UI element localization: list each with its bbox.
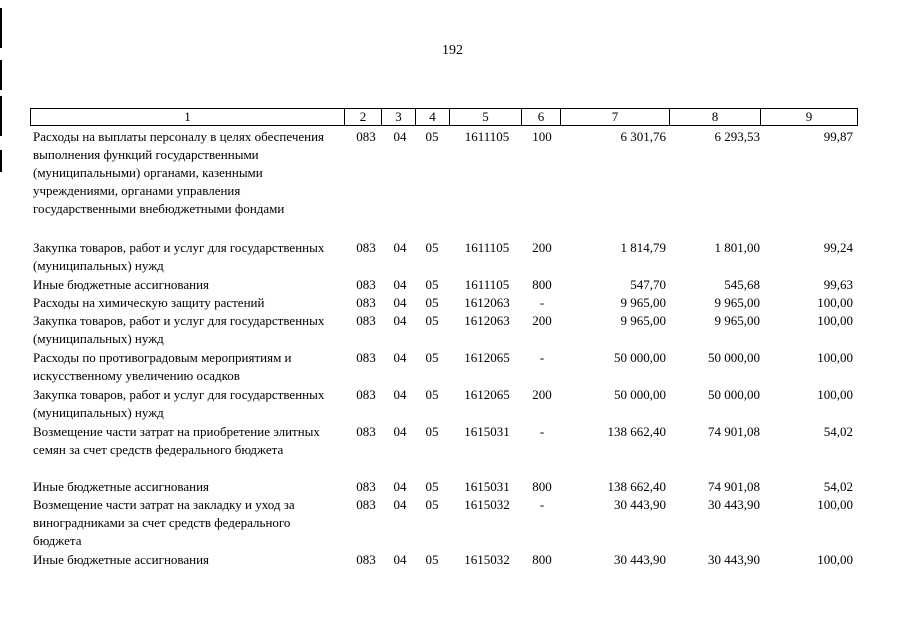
row-subsection: 05 [425,350,439,365]
row-name: Расходы на химическую защиту растений [33,295,265,310]
row-percent: 100,00 [817,497,853,512]
row-admin: 083 [356,387,376,402]
row-subsection: 05 [425,479,439,494]
row-section: 04 [393,350,407,365]
row-subsection: 05 [425,295,439,310]
row-name: Закупка товаров, работ и услуг для государственных (муниципальных) нужд [33,240,325,273]
row-expense-type: - [539,497,545,512]
row-target-item: 1612065 [464,350,510,365]
row-expense-type: - [539,350,545,365]
page-margin-mark [0,150,2,172]
row-subsection: 05 [425,497,439,512]
row-admin: 083 [356,497,376,512]
row-target-item: 1612063 [464,295,510,310]
row-fact: 6 293,53 [714,129,760,144]
row-target-item: 1615032 [464,497,510,512]
row-percent: 100,00 [817,387,853,402]
row-name: Иные бюджетные ассигнования [33,277,210,292]
row-name: Иные бюджетные ассигнования [33,479,210,494]
row-subsection: 05 [425,552,439,567]
row-section: 04 [393,479,407,494]
row-plan: 6 301,76 [620,129,666,144]
header-col-7: 7 [560,108,670,126]
row-section: 04 [393,424,407,439]
row-name: Закупка товаров, работ и услуг для государственных (муниципальных) нужд [33,387,325,420]
row-subsection: 05 [425,313,439,328]
row-section: 04 [393,387,407,402]
row-admin: 083 [356,424,376,439]
row-percent: 100,00 [817,313,853,328]
row-admin: 083 [356,552,376,567]
row-name: Возмещение части затрат на закладку и уход за виноградниками за счет средств федерального бюджета [33,497,295,548]
row-section: 04 [393,497,407,512]
row-subsection: 05 [425,129,439,144]
row-subsection: 05 [425,277,439,292]
page-margin-mark [0,60,2,90]
row-target-item: 1615031 [464,479,510,494]
row-subsection: 05 [425,387,439,402]
header-col-2: 2 [344,108,382,126]
row-expense-type: 200 [532,387,552,402]
row-target-item: 1612065 [464,387,510,402]
row-target-item: 1612063 [464,313,510,328]
row-name: Расходы на выплаты персоналу в целях обеспечения выполнения функций государственными (муниципальными) органами, казенными учреждениями, органами управления государственными внебюджетными фондами [33,129,325,216]
row-expense-type: 200 [532,313,552,328]
row-plan: 30 443,90 [614,552,666,567]
row-admin: 083 [356,350,376,365]
row-fact: 9 965,00 [714,295,760,310]
row-plan: 50 000,00 [614,350,666,365]
row-plan: 9 965,00 [620,295,666,310]
row-expense-type: 800 [532,552,552,567]
row-name: Возмещение части затрат на приобретение элитных семян за счет средств федерального бюджета [33,424,320,457]
header-col-5: 5 [449,108,522,126]
row-target-item: 1611105 [464,277,510,292]
row-target-item: 1615031 [464,424,510,439]
page-margin-mark [0,96,2,136]
row-admin: 083 [356,277,376,292]
header-col-9: 9 [760,108,858,126]
row-subsection: 05 [425,424,439,439]
row-plan: 138 662,40 [607,479,666,494]
row-name: Расходы по противоградовым мероприятиям и искусственному увеличению осадков [33,350,292,383]
row-section: 04 [393,240,407,255]
row-name: Закупка товаров, работ и услуг для государственных (муниципальных) нужд [33,313,325,346]
row-fact: 50 000,00 [708,387,760,402]
header-col-3: 3 [381,108,416,126]
row-admin: 083 [356,313,376,328]
row-expense-type: - [539,424,545,439]
row-percent: 99,87 [823,129,853,144]
row-section: 04 [393,277,407,292]
row-fact: 74 901,08 [708,424,760,439]
row-admin: 083 [356,295,376,310]
row-percent: 100,00 [817,350,853,365]
row-plan: 9 965,00 [620,313,666,328]
row-plan: 138 662,40 [607,424,666,439]
row-plan: 30 443,90 [614,497,666,512]
row-admin: 083 [356,240,376,255]
row-admin: 083 [356,129,376,144]
row-plan: 547,70 [630,277,666,292]
page-number: 192 [442,43,463,58]
row-expense-type: 800 [532,277,552,292]
row-fact: 74 901,08 [708,479,760,494]
row-fact: 9 965,00 [714,313,760,328]
row-admin: 083 [356,479,376,494]
row-expense-type: 200 [532,240,552,255]
row-subsection: 05 [425,240,439,255]
row-expense-type: - [539,295,545,310]
header-col-8: 8 [669,108,761,126]
row-fact: 50 000,00 [708,350,760,365]
row-fact: 1 801,00 [714,240,760,255]
row-fact: 30 443,90 [708,552,760,567]
row-target-item: 1611105 [464,129,510,144]
row-percent: 100,00 [817,552,853,567]
row-fact: 545,68 [724,277,760,292]
row-expense-type: 800 [532,479,552,494]
row-percent: 99,24 [823,240,853,255]
header-col-1: 1 [30,108,345,126]
row-plan: 1 814,79 [620,240,666,255]
row-percent: 54,02 [823,479,853,494]
row-section: 04 [393,129,407,144]
row-expense-type: 100 [532,129,552,144]
row-section: 04 [393,552,407,567]
header-col-6: 6 [521,108,561,126]
row-percent: 54,02 [823,424,853,439]
row-name: Иные бюджетные ассигнования [33,552,210,567]
row-percent: 100,00 [817,295,853,310]
row-section: 04 [393,313,407,328]
header-col-4: 4 [415,108,450,126]
page-margin-mark [0,8,2,48]
row-percent: 99,63 [823,277,853,292]
row-section: 04 [393,295,407,310]
row-fact: 30 443,90 [708,497,760,512]
row-target-item: 1611105 [464,240,510,255]
row-target-item: 1615032 [464,552,510,567]
row-plan: 50 000,00 [614,387,666,402]
